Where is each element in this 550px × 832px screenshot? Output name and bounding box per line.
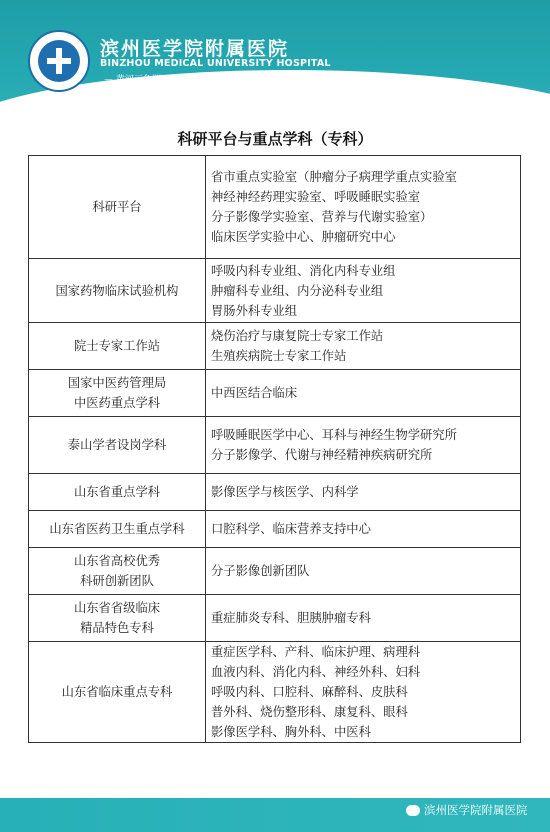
row-content-line: 神经神经药理实验室、呼吸睡眠实验室 [211,190,421,204]
row-label [29,474,206,511]
row-content [206,370,521,417]
row-content-line: 中西医结合临床 [211,386,298,400]
table-row [29,417,521,474]
watermark-text: 滨州医学院附属医院 [424,803,528,817]
row-label-line: 中医药重点学科 [73,396,161,410]
row-label-line: 国家药物临床试验机构 [55,283,179,298]
row-content-line: 肿瘤科专业组、内分泌科专业组 [211,283,384,298]
calligraphy-logo: 仁心仁术 [430,769,543,799]
wechat-icon [406,805,420,816]
row-content-line: 呼吸睡眠医学中心、耳科与神经生物学研究所 [211,428,457,442]
row-content-line: 血液内科、消化内科、神经外科、妇科 [211,665,421,679]
row-content-line: 分子影像创新团队 [211,564,310,578]
table-row [29,156,521,259]
table-row [29,474,521,511]
row-label-line: 山东省临床重点专科 [61,685,173,699]
row-content [206,417,521,474]
row-content [206,548,521,595]
row-content-line: 呼吸内科专业组、消化内科专业组 [211,263,396,278]
row-content-line: 普外科、烧伤整形科、康复科、眼科 [211,705,408,719]
row-label [29,370,206,417]
table-row [29,642,521,743]
table-row [29,323,521,370]
row-label-line: 精品特色专科 [80,621,154,635]
row-content-line: 口腔科学、临床营养支持中心 [211,522,371,536]
row-content [206,595,521,642]
row-label-line: 山东省重点学科 [73,485,161,499]
row-content [206,511,521,548]
row-content-line: 重症医学科、产科、临床护理、病理科 [211,645,421,659]
row-content [206,156,521,259]
row-content [206,259,521,323]
row-label [29,259,206,323]
row-label [29,595,206,642]
row-content-line: 省市重点实验室（肿瘤分子病理学重点实验室 [211,170,457,184]
table-row [29,548,521,595]
hospital-name-en: BINZHOU MEDICAL UNIVERSITY HOSPITAL [100,58,331,69]
row-content-line: 呼吸内科、口腔科、麻醉科、皮肤科 [211,685,408,699]
row-label-line: 山东省高校优秀 [73,554,161,568]
row-content-line: 胃肠外科专业组 [211,303,298,318]
row-label [29,417,206,474]
hospital-logo-icon [28,30,90,92]
row-label-line: 院士专家工作站 [73,339,161,353]
watermark [406,802,528,818]
table-row [29,595,521,642]
row-content [206,642,521,743]
row-label-line: 泰山学者设岗学科 [67,438,167,452]
table-row [29,511,521,548]
table-row [29,370,521,417]
hospital-slogan: — 黄河三角洲区域医疗中心 — [104,75,227,85]
row-content-line: 影像医学与核医学、内科学 [211,485,359,499]
row-content-line: 烧伤治疗与康复院士专家工作站 [211,329,384,343]
row-content-line: 分子影像学实验室、营养与代谢实验室） [211,210,433,224]
header-banner [0,0,550,112]
row-content-line: 分子影像学、代谢与神经精神疾病研究所 [211,448,433,462]
platform-table [28,155,521,743]
row-label-line: 科研创新团队 [80,574,154,588]
hospital-name-cn: 滨州医学院附属医院 [100,38,290,60]
row-label-line: 山东省省级临床 [73,601,161,615]
row-content-line: 影像医学科、胸外科、中医科 [211,725,371,739]
row-content-line: 临床医学实验中心、肿瘤研究中心 [211,230,396,244]
row-label-line: 国家中医药管理局 [67,376,167,390]
page-title: 科研平台与重点学科（专科） [177,130,373,148]
table-row [29,259,521,323]
row-label [29,548,206,595]
row-label [29,642,206,743]
row-content [206,474,521,511]
row-content-line: 重症肺炎专科、胆胰肿瘤专科 [211,611,371,625]
row-content [206,323,521,370]
row-label [29,511,206,548]
row-label-line: 科研平台 [92,200,142,214]
row-content-line: 生殖疾病院士专家工作站 [211,349,347,363]
row-label [29,323,206,370]
row-label-line: 山东省医药卫生重点学科 [49,522,185,536]
row-label [29,156,206,259]
